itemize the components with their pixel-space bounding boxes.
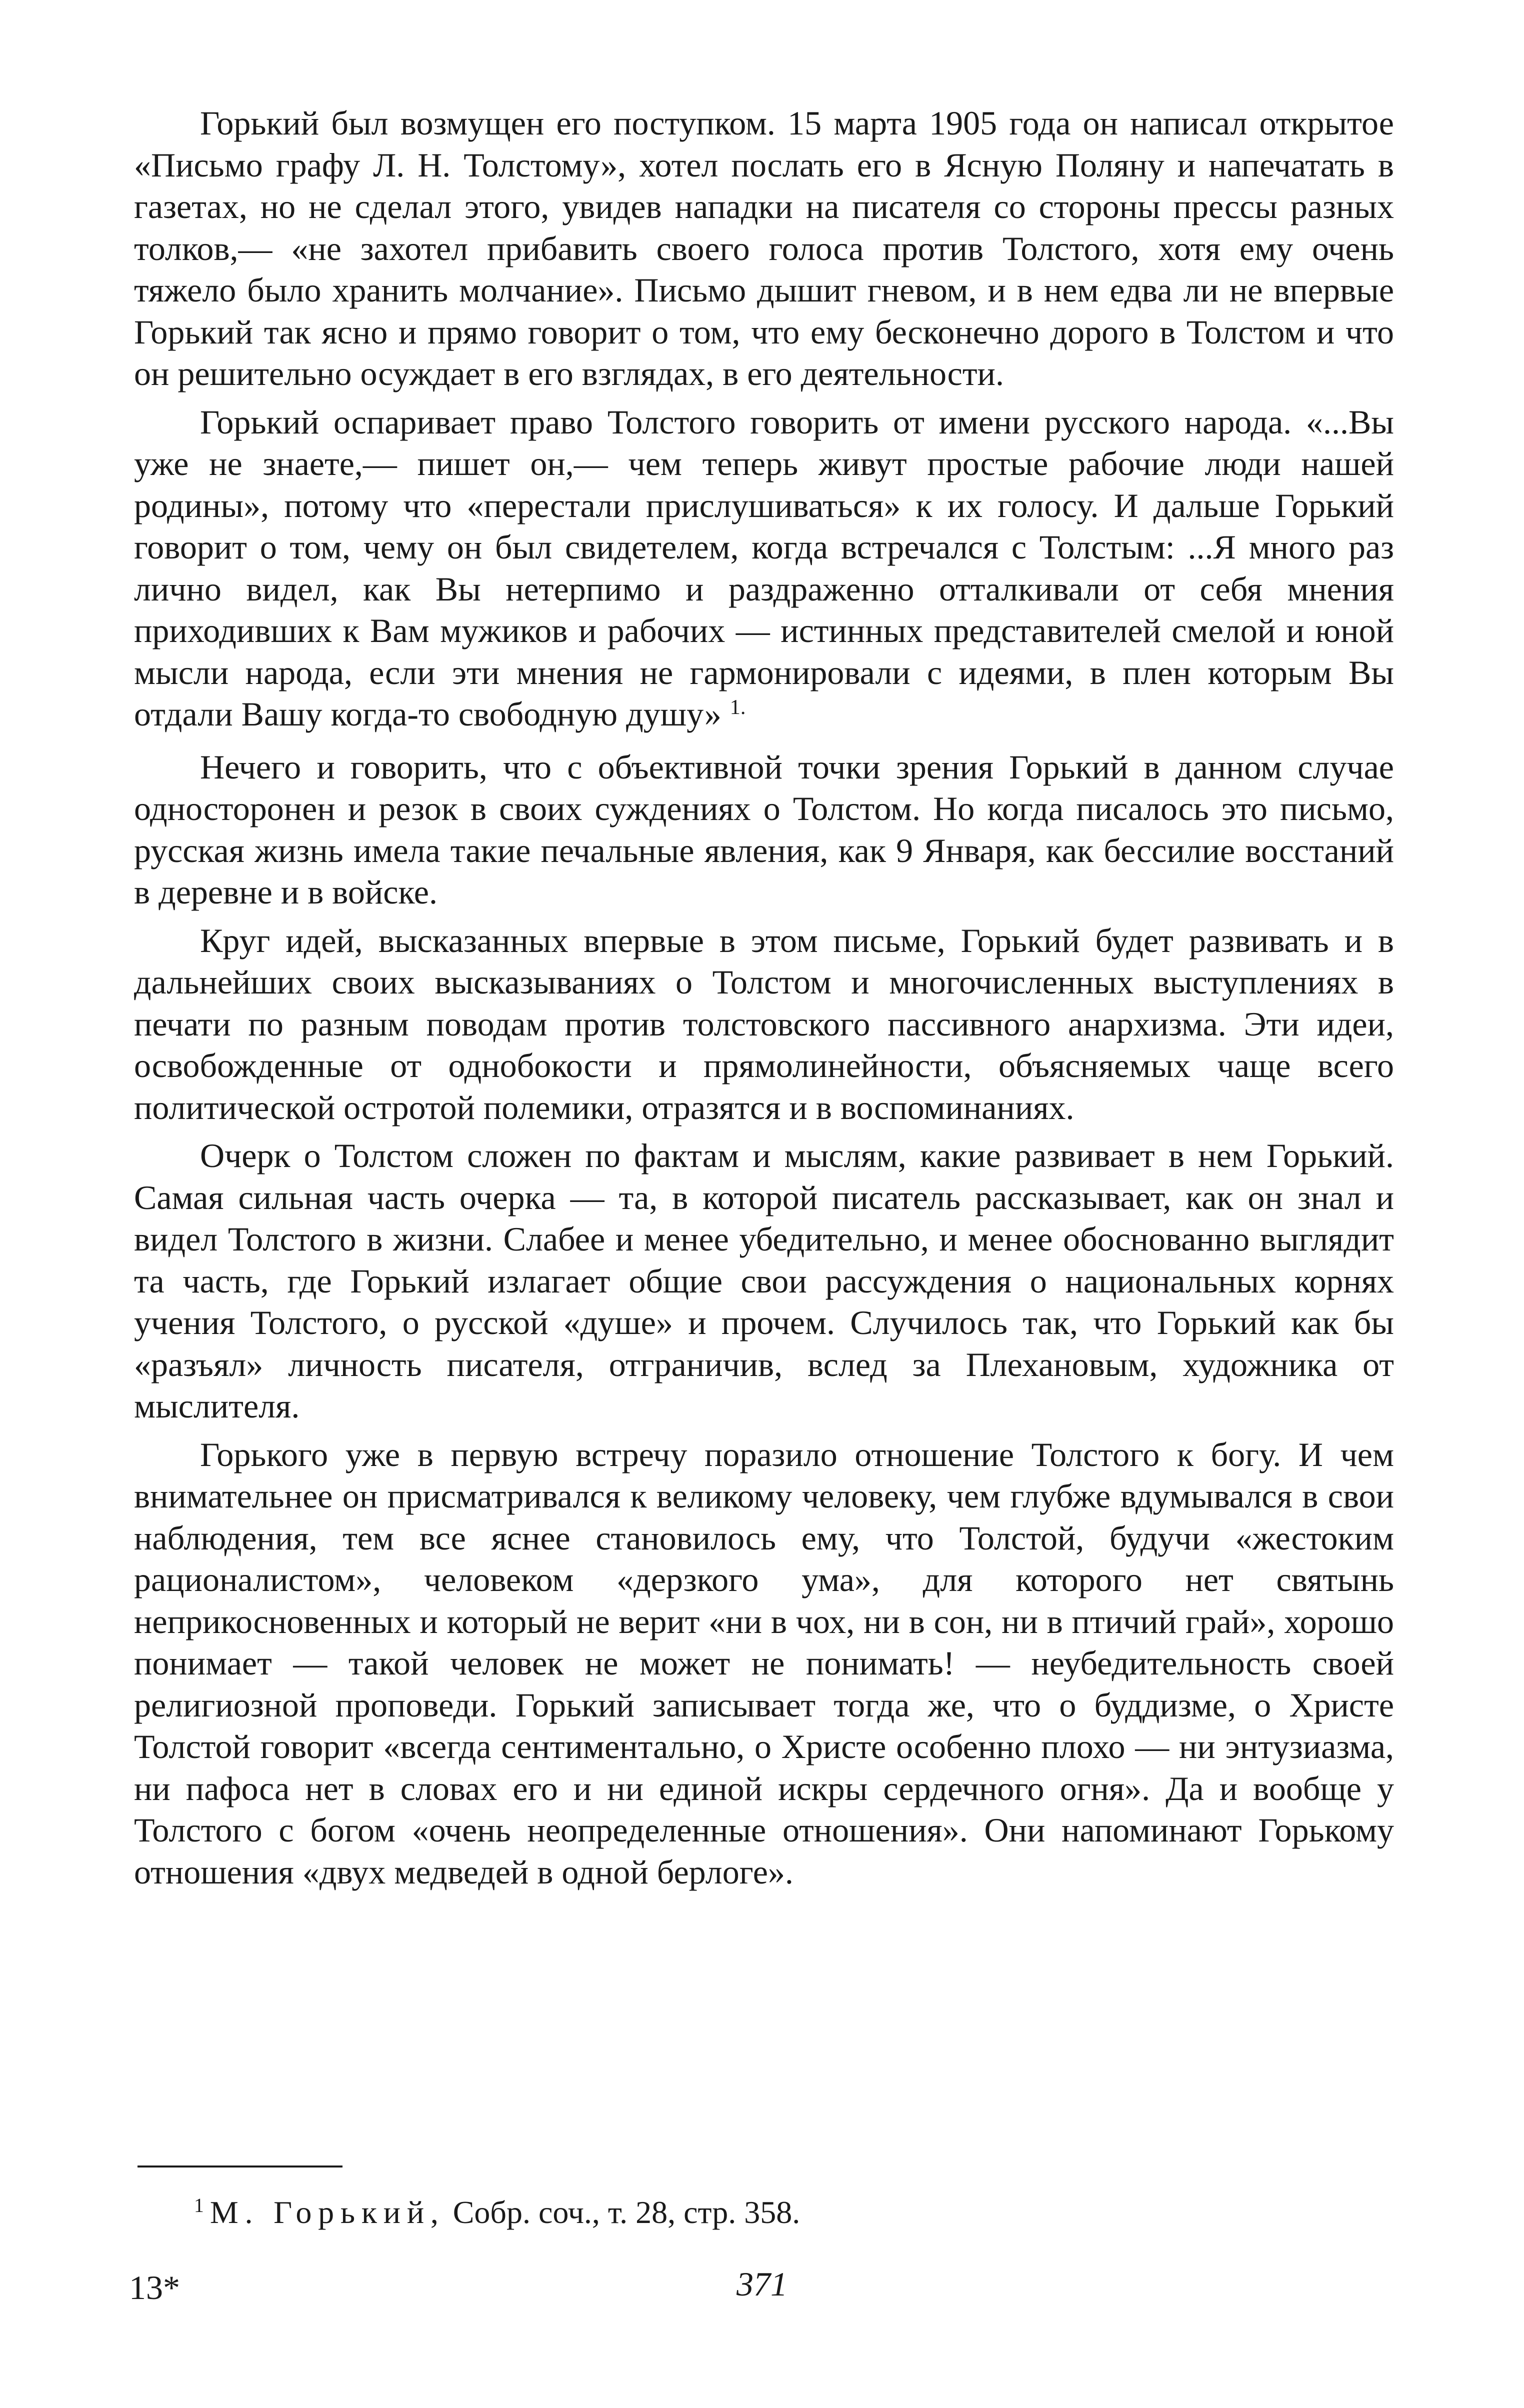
paragraph-2-text: Горький оспаривает право Толстого говорить от имени русского народа. «...Вы уже не знаете,— пишет он,— чем теперь живут простые рабочие люди нашей родины», потому что «перестали прислушиваться» к их голосу. И дальше Горький говорит о том, чему он был свидетелем, когда встречался с Толстым: ...Я много раз лично видел, как Вы нетерпимо и раздраженно отталкивали от себя мнения приходивших к Вам мужиков и рабочих — истинных представителей смелой и юной мысли народа, если эти мнения не гармонировали с идеями, в плен которым Вы отдали Вашу когда-то свободную душу» [134,402,1394,733]
paragraph-2 [134,402,1394,740]
footnote-reference: 1. [730,695,746,719]
paragraph-3: Нечего и говорить, что с объективной точки зрения Горький в данном случае односторонен и резок в своих суждениях о Толстом. Но когда писалось это письмо, русская жизнь имела такие печальные явления, как 9 Января, как бессилие восстаний в деревне и в войске. [134,748,1394,911]
paragraph-1: Горький был возмущен его поступком. 15 марта 1905 года он написал открытое «Письмо графу Л. Н. Толстому», хотел послать его в Ясную Поляну и напечатать в газетах, но не сделал этого, увидев нападки на писателя со стороны прессы разных толков,— «не захотел прибавить своего голоса против Толстого, хотя ему очень тяжело было хранить молчание». Письмо дышит гневом, и в нем едва ли не впервые Горький так ясно и прямо говорит о том, что ему бесконечно дорого в Толстом и что он решительно осуждает в его взглядах, в его деятельности. [134,104,1394,392]
main-text [134,102,1394,1893]
signature-mark: 13* [129,2268,180,2306]
footnote-citation: Собр. соч., т. 28, стр. 358. [452,2194,800,2230]
page-number: 371 [736,2265,788,2303]
footnote [194,2190,1344,2239]
paragraph-5: Очерк о Толстом сложен по фактам и мыслям, какие развивает в нем Горький. Самая сильная часть очерка — та, в которой писатель рассказывает, как он знал и видел Толстого в жизни. Слабее и менее убедительно, и менее обоснованно выглядит та часть, где Горький излагает общие свои рассуждения о национальных корнях учения Толстого, о русской «душе» и прочем. Случилось так, что Горький как бы «разъял» личность писателя, отграничив, вслед за Плехановым, художника от мыслителя. [134,1136,1394,1425]
footnote-author: М. Горький, [210,2194,445,2230]
paragraph-4: Круг идей, высказанных впервые в этом письме, Горький будет развивать и в дальнейших своих высказываниях о Толстом и многочисленных выступлениях в печати по разным поводам против толстовского пассивного анархизма. Эти идеи, освобожденные от однобокости и прямолинейности, объясняемых чаще всего политической остротой полемики, отразятся и в воспоминаниях. [134,921,1394,1126]
footnote-divider [138,2166,342,2168]
paragraph-6: Горького уже в первую встречу поразило отношение Толстого к богу. И чем внимательнее он присматривался к великому человеку, чем глубже вдумывался в свои наблюдения, тем все яснее становилось ему, что Толстой, будучи «жестоким рационалистом», человеком «дерзкого ума», для которого нет святынь неприкосновенных и который не верит «ни в чох, ни в сон, ни в птичий грай», хорошо понимает — такой человек не может не понимать! — неубедительность своей религиозной проповеди. Горький записывает тогда же, что о буддизме, о Христе Толстой говорит «всегда сентиментально, о Христе особенно плохо — ни энтузиазма, ни пафоса нет в словах его и ни единой искры сердечного огня». Да и вообще у Толстого с богом «очень неопределенные отношения». Они напоминают Горькому отношения «двух медведей в одной берлоге». [134,1435,1394,1891]
footnote-marker: 1 [194,2194,204,2217]
